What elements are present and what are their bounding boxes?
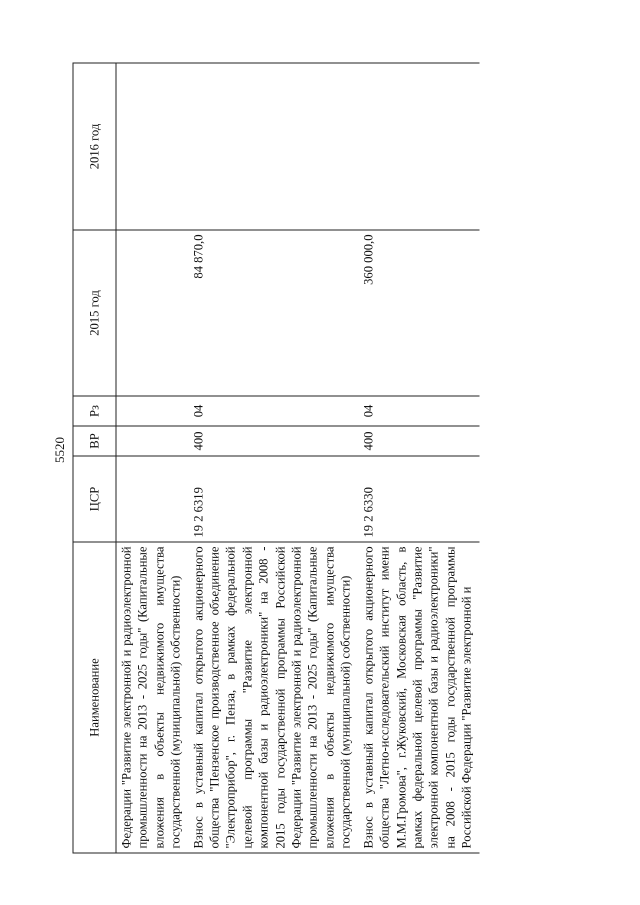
header-year-2016: 2016 год bbox=[73, 63, 116, 230]
rotated-budget-sheet bbox=[73, 64, 558, 854]
table-row bbox=[188, 63, 358, 853]
row-2016 bbox=[188, 63, 358, 230]
header-year-2015: 2015 год bbox=[73, 230, 116, 396]
row-vr: 400 bbox=[188, 426, 358, 456]
row-vr: 400 bbox=[358, 426, 479, 456]
row-rz: 04 bbox=[358, 396, 479, 426]
row-name: Федерации "Развитие электронной и радиоэлектронной промышленности на 2013 - 2025 годы" (Капитальные вложения в объекты недвижимого имущества государственной (муниципальной) собственности) bbox=[116, 542, 188, 853]
table-row bbox=[116, 63, 188, 853]
table-header-row bbox=[73, 63, 116, 853]
row-2016 bbox=[358, 63, 479, 230]
header-csr: ЦСР bbox=[73, 456, 116, 542]
page-number: 5520 bbox=[52, 437, 67, 463]
row-2015 bbox=[116, 230, 188, 396]
row-2016 bbox=[116, 63, 188, 230]
row-2015: 360 000,0 bbox=[358, 230, 479, 396]
header-rz: Рз bbox=[73, 396, 116, 426]
budget-table bbox=[73, 63, 480, 854]
row-csr: 19 2 6330 bbox=[358, 456, 479, 542]
row-name: Взнос в уставный капитал открытого акционерного общества "Летно-исследовательский институт имени М.М.Громова", г.Жуковский, Московская область, в рамках федеральной целевой программы "Развитие электронной компонентной базы и радиоэлектроники" на 2008 - 2015 годы государственной программы Российской Федерации "Развитие электронной и bbox=[358, 542, 479, 853]
row-csr: 19 2 6319 bbox=[188, 456, 358, 542]
row-name: Взнос в уставный капитал открытого акционерного общества "Пензенское производственное объединение "Электроприбор", г. Пенза, в рамках федеральной целевой программы "Развитие электронной компонентной базы и радиоэлектроники" на 2008 - 2015 годы государственной программы Российской Федерации "Развитие электронной и радиоэлектронной промышленности на 2013 - 2025 годы" (Капитальные вложения в объекты недвижимого имущества государственной (муниципальной) собственности) bbox=[188, 542, 358, 853]
table-row bbox=[358, 63, 479, 853]
header-name: Наименование bbox=[73, 542, 116, 853]
row-csr bbox=[116, 456, 188, 542]
header-vr: ВР bbox=[73, 426, 116, 456]
row-vr bbox=[116, 426, 188, 456]
row-rz bbox=[116, 396, 188, 426]
row-rz: 04 bbox=[188, 396, 358, 426]
row-2015: 84 870,0 bbox=[188, 230, 358, 396]
